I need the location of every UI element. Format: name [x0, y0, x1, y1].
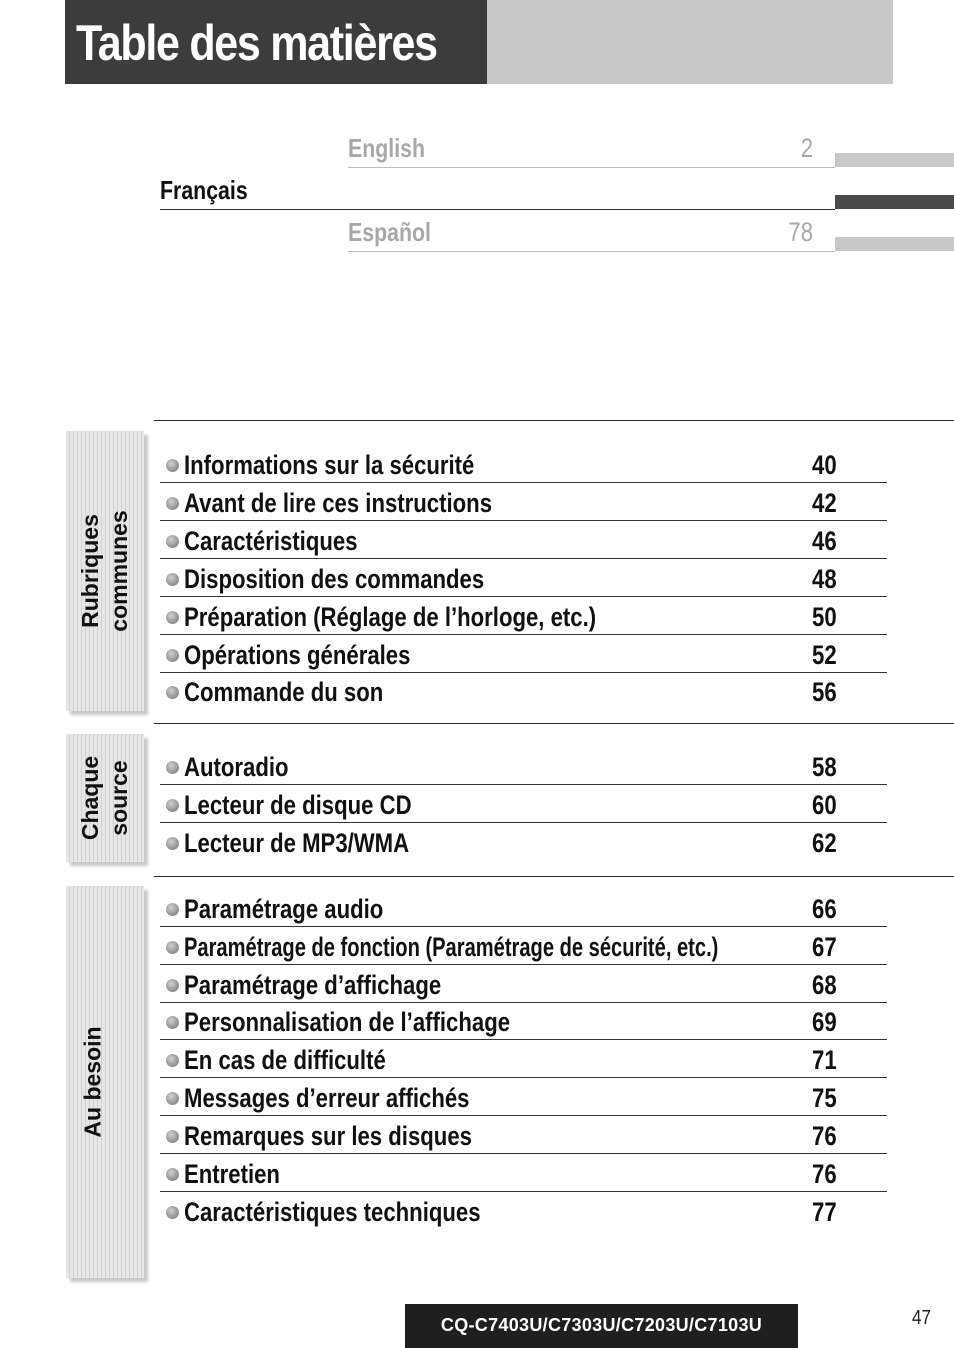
toc-entry-label: Préparation (Réglage de l’horloge, etc.)	[184, 602, 597, 632]
section-divider	[154, 876, 954, 877]
toc-entry[interactable]	[160, 671, 887, 709]
bullet-icon	[166, 649, 179, 662]
toc-entry-label: Paramétrage d’affichage	[184, 970, 442, 1000]
toc-entry-label: Entretien	[184, 1159, 280, 1189]
bullet-icon	[166, 1016, 179, 1029]
toc-entry-page: 62	[812, 828, 837, 858]
toc-entry-page: 52	[812, 640, 837, 670]
model-number-box	[405, 1304, 798, 1348]
toc-entry-label: Messages d’erreur affichés	[184, 1083, 470, 1113]
bullet-icon	[166, 459, 179, 472]
bullet-icon	[166, 611, 179, 624]
bullet-icon	[166, 941, 179, 954]
section-tab-label: Rubriques communes	[77, 510, 132, 632]
toc-entry[interactable]	[160, 1039, 887, 1078]
toc-entry-page: 68	[812, 970, 837, 1000]
toc-entry[interactable]	[160, 444, 887, 483]
toc-entry-page: 67	[812, 932, 837, 962]
toc-entry[interactable]	[160, 964, 887, 1003]
toc-entry-page: 56	[812, 677, 837, 707]
toc-entry[interactable]	[160, 1001, 887, 1040]
toc-entry[interactable]	[160, 784, 887, 823]
section-tab-label: Au besoin	[79, 1026, 106, 1138]
bullet-icon	[166, 1130, 179, 1143]
toc-entry-label: Informations sur la sécurité	[184, 450, 475, 480]
bullet-icon	[166, 1054, 179, 1067]
toc-entry[interactable]	[160, 1115, 887, 1154]
language-page: 78	[788, 217, 813, 247]
toc-entry-page: 58	[812, 752, 837, 782]
bullet-icon	[166, 799, 179, 812]
toc-entry-page: 60	[812, 790, 837, 820]
language-tab-francais	[835, 195, 954, 209]
toc-entry-page: 40	[812, 450, 837, 480]
toc-entry-label: Commande du son	[184, 677, 384, 707]
model-number: CQ-C7403U/C7303U/C7203U/C7103U	[440, 1315, 763, 1335]
toc-entry-page: 76	[812, 1159, 837, 1189]
language-page: 2	[800, 133, 813, 163]
toc-entry[interactable]	[160, 1191, 887, 1229]
toc-entry-label: Caractéristiques techniques	[184, 1197, 481, 1227]
page-number: 47	[912, 1307, 931, 1329]
toc-entry-page: 50	[812, 602, 837, 632]
bullet-icon	[166, 761, 179, 774]
bullet-icon	[166, 497, 179, 510]
section-tab-au-besoin	[66, 886, 144, 1278]
section-tab-rubriques-communes	[66, 431, 144, 711]
language-name: Español	[348, 217, 431, 247]
section-tab-label: Chaque source	[77, 755, 132, 841]
section-divider	[154, 420, 954, 421]
bullet-icon	[166, 535, 179, 548]
toc-entry[interactable]	[160, 520, 887, 559]
toc-entry[interactable]	[160, 926, 887, 965]
toc-entry[interactable]	[160, 558, 887, 597]
language-row-espanol[interactable]	[348, 217, 835, 252]
toc-entry-label: Lecteur de MP3/WMA	[184, 828, 410, 858]
toc-entry-page: 46	[812, 526, 837, 556]
section-tab-chaque-source	[66, 734, 144, 862]
toc-entry[interactable]	[160, 822, 887, 860]
page-title-banner	[65, 0, 487, 84]
toc-entry-page: 48	[812, 564, 837, 594]
page-title: Table des matières	[76, 15, 437, 71]
bullet-icon	[166, 573, 179, 586]
toc-entry[interactable]	[160, 596, 887, 635]
toc-entry[interactable]	[160, 1153, 887, 1192]
language-tab-espanol	[835, 237, 954, 251]
toc-entry-label: Paramétrage audio	[184, 894, 384, 924]
toc-entry-page: 75	[812, 1083, 837, 1113]
bullet-icon	[166, 1092, 179, 1105]
toc-entry-label: Autoradio	[184, 752, 289, 782]
toc-entry-label: Caractéristiques	[184, 526, 358, 556]
toc-entry-page: 69	[812, 1007, 837, 1037]
bullet-icon	[166, 686, 179, 699]
toc-entry-label: Opérations générales	[184, 640, 411, 670]
toc-entry-label: Disposition des commandes	[184, 564, 485, 594]
language-name: Français	[160, 175, 248, 205]
toc-entry-label: Lecteur de disque CD	[184, 790, 412, 820]
toc-entry-label: En cas de difficulté	[184, 1045, 386, 1075]
toc-entry-page: 66	[812, 894, 837, 924]
toc-entry[interactable]	[160, 746, 887, 785]
toc-entry-label: Paramétrage de fonction (Paramétrage de sécurité, etc.)	[184, 932, 719, 962]
toc-entry[interactable]	[160, 634, 887, 673]
toc-entry-label: Remarques sur les disques	[184, 1121, 472, 1151]
toc-entry[interactable]	[160, 1077, 887, 1116]
bullet-icon	[166, 837, 179, 850]
toc-entry-page: 71	[812, 1045, 837, 1075]
toc-entry-label: Personnalisation de l’affichage	[184, 1007, 511, 1037]
bullet-icon	[166, 903, 179, 916]
toc-entry[interactable]	[160, 888, 887, 927]
toc-entry-page: 77	[812, 1197, 837, 1227]
language-name: English	[348, 133, 426, 163]
section-divider	[154, 723, 954, 724]
bullet-icon	[166, 1168, 179, 1181]
language-tab-english	[835, 153, 954, 167]
title-banner-gray	[487, 0, 893, 84]
language-row-francais[interactable]	[160, 175, 835, 210]
bullet-icon	[166, 1206, 179, 1219]
toc-entry-label: Avant de lire ces instructions	[184, 488, 493, 518]
language-row-english[interactable]	[348, 133, 835, 168]
toc-entry[interactable]	[160, 482, 887, 521]
toc-entry-page: 42	[812, 488, 837, 518]
bullet-icon	[166, 979, 179, 992]
toc-entry-page: 76	[812, 1121, 837, 1151]
